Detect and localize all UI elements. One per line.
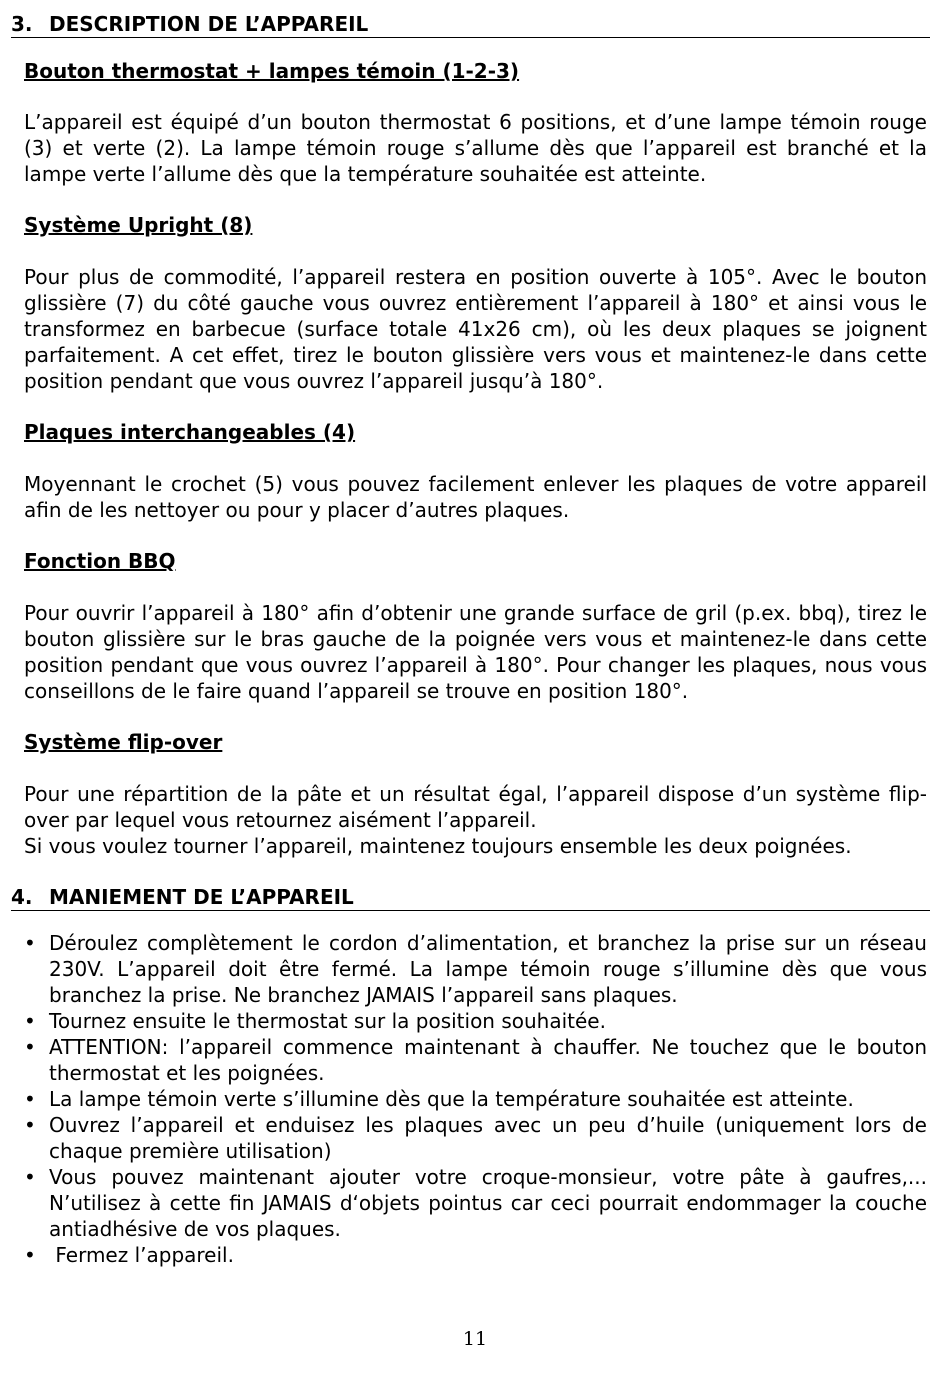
upright-text: Pour plus de commodité, l’appareil restera en position ouverte à 105°. Avec le bouton glissière (7) du côté gauche vous ouvrez entièrement l’appareil à 180° et ainsi vous le transformez en barbecue (surface totale 41x26 cm), où les deux plaques se joignent parfaitement. A cet effet, tirez le bouton glissière vers vous et maintenez-le dans cette position pendant que vous ouvrez l’appareil jusqu’à 180°. [24, 265, 927, 393]
list-item-text: Vous pouvez maintenant ajouter votre croque-monsieur, votre pâte à gaufres,... N’utilisez à cette fin JAMAIS d‘objets pointus car ceci pourrait endommager la couche antiadhésive de vos plaques. [49, 1165, 927, 1241]
bbq-text: Pour ouvrir l’appareil à 180° afin d’obtenir une grande surface de gril (p.ex. bbq), tirez le bouton glissière sur le bras gauche de la poignée vers vous et maintenez-le dans cette position pendant que vous ouvrez l’appareil à 180°. Pour changer les plaques, nous vous conseillons de le faire quand l’appareil se trouve en position 180°. [24, 601, 927, 703]
bullet-icon: • [24, 931, 36, 955]
bbq-heading: Fonction BBQ [24, 549, 176, 573]
section-4-number: 4. [11, 885, 33, 909]
bullet-icon: • [24, 1087, 36, 1111]
list-item [24, 1112, 927, 1164]
bullet-icon: • [24, 1165, 36, 1189]
list-item [24, 1242, 927, 1268]
list-item-text: Tournez ensuite le thermostat sur la position souhaitée. [49, 1009, 606, 1033]
section-3-heading [11, 11, 930, 38]
section-4-heading [11, 884, 930, 911]
bullet-icon: • [24, 1009, 36, 1033]
bullet-icon: • [24, 1035, 36, 1059]
section-4-title: MANIEMENT DE L’APPAREIL [49, 885, 354, 909]
usage-instructions-list [24, 930, 927, 1268]
page-number: 11 [462, 1328, 488, 1350]
thermostat-text: L’appareil est équipé d’un bouton thermostat 6 positions, et d’une lampe témoin rouge (3) et verte (2). La lampe témoin rouge s’allume dès que l’appareil est branché et la lampe verte l’allume dès que la température souhaitée est atteinte. [24, 110, 927, 186]
plates-text: Moyennant le crochet (5) vous pouvez facilement enlever les plaques de votre appareil afin de les nettoyer ou pour y placer d’autres plaques. [24, 472, 927, 522]
upright-heading: Système Upright (8) [24, 213, 253, 237]
thermostat-heading: Bouton thermostat + lampes témoin (1-2-3) [24, 59, 520, 83]
list-item [24, 1034, 927, 1086]
list-item-text: La lampe témoin verte s’illumine dès que la température souhaitée est atteinte. [49, 1087, 854, 1111]
section-3-number: 3. [11, 12, 33, 36]
flipover-text-2: Si vous voulez tourner l’appareil, maintenez toujours ensemble les deux poignées. [24, 834, 852, 858]
section-3-title: DESCRIPTION DE L’APPAREIL [49, 12, 369, 36]
list-item [24, 930, 927, 1008]
list-item [24, 1086, 927, 1112]
plates-heading: Plaques interchangeables (4) [24, 420, 356, 444]
bullet-icon: • [24, 1113, 36, 1137]
list-item-text: ATTENTION: l’appareil commence maintenant à chauffer. Ne touchez que le bouton thermostat et les poignées. [49, 1035, 927, 1085]
flipover-heading: Système flip-over [24, 730, 223, 754]
flipover-text: Pour une répartition de la pâte et un résultat égal, l’appareil dispose d’un système flip-over par lequel vous retournez aisément l’appareil. [24, 782, 927, 832]
bullet-icon: • [24, 1243, 36, 1267]
list-item [24, 1008, 927, 1034]
list-item-text: Déroulez complètement le cordon d’alimentation, et branchez la prise sur un réseau 230V. L’appareil doit être fermé. La lampe témoin rouge s’illumine dès que vous branchez la prise. Ne branchez JAMAIS l’appareil sans plaques. [49, 931, 927, 1007]
list-item-text: Fermez l’appareil. [49, 1243, 234, 1267]
list-item [24, 1164, 927, 1242]
list-item-text: Ouvrez l’appareil et enduisez les plaques avec un peu d’huile (uniquement lors de chaque première utilisation) [49, 1113, 927, 1163]
